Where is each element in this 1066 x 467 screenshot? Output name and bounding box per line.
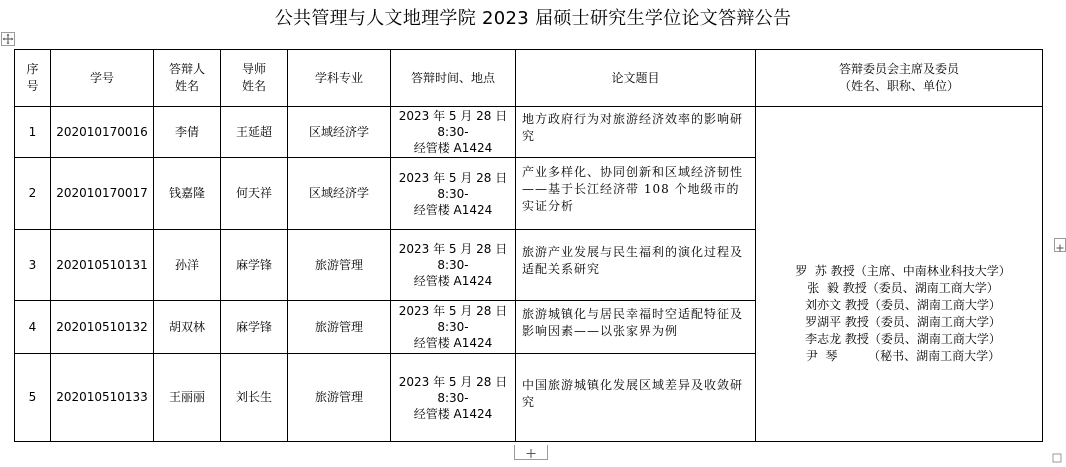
committee-member: 罗 苏 教授（主席、中南林业科技大学）: [795, 264, 1011, 278]
row-thesis: 旅游产业发展与民生福利的演化过程及适配关系研究: [516, 230, 756, 301]
row-seq: 2: [15, 158, 51, 230]
row-schedule: 2023 年 5 月 28 日 8:30- 经管楼 A1424: [391, 107, 516, 158]
row-advisor: 麻学锋: [221, 301, 288, 354]
header-student-id: 学号: [51, 50, 154, 107]
table-move-handle[interactable]: [1, 32, 15, 46]
row-name: 孙洋: [154, 230, 221, 301]
row-major: 旅游管理: [288, 301, 391, 354]
row-seq: 4: [15, 301, 51, 354]
table-row: [15, 107, 1043, 158]
committee-member: 尹 琴 （秘书、湖南工商大学）: [805, 349, 1001, 363]
committee-member: 刘亦文 教授（委员、湖南工商大学）: [805, 298, 1001, 312]
row-major: 区域经济学: [288, 107, 391, 158]
header-seq: 序 号: [15, 50, 51, 107]
row-thesis: 地方政府行为对旅游经济效率的影响研究: [516, 107, 756, 158]
page-title: 公共管理与人文地理学院 2023 届硕士研究生学位论文答辩公告: [274, 8, 792, 29]
row-seq: 5: [15, 354, 51, 442]
table-header-row: [15, 50, 1043, 107]
row-advisor: 王延超: [221, 107, 288, 158]
row-major: 旅游管理: [288, 354, 391, 442]
plus-icon: [1055, 242, 1065, 254]
row-seq: 1: [15, 107, 51, 158]
row-name: 王丽丽: [154, 354, 221, 442]
row-name: 胡双林: [154, 301, 221, 354]
row-schedule: 2023 年 5 月 28 日 8:30- 经管楼 A1424: [391, 301, 516, 354]
row-name: 钱嘉隆: [154, 158, 221, 230]
row-major: 旅游管理: [288, 230, 391, 301]
row-major: 区域经济学: [288, 158, 391, 230]
row-schedule: 2023 年 5 月 28 日 8:30- 经管楼 A1424: [391, 158, 516, 230]
table-resize-handle[interactable]: [1052, 448, 1062, 458]
add-row-button[interactable]: [514, 445, 548, 460]
header-advisor: 导师 姓名: [221, 50, 288, 107]
committee-member: 罗湖平 教授（委员、湖南工商大学）: [805, 315, 1001, 329]
header-major: 学科专业: [288, 50, 391, 107]
row-student-id: 202010510133: [51, 354, 154, 442]
header-schedule: 答辩时间、地点: [391, 50, 516, 107]
row-advisor: 麻学锋: [221, 230, 288, 301]
row-student-id: 202010510131: [51, 230, 154, 301]
row-schedule: 2023 年 5 月 28 日 8:30- 经管楼 A1424: [391, 354, 516, 442]
row-name: 李倩: [154, 107, 221, 158]
row-student-id: 202010170017: [51, 158, 154, 230]
row-thesis: 旅游城镇化与居民幸福时空适配特征及影响因素——以张家界为例: [516, 301, 756, 354]
row-advisor: 何天祥: [221, 158, 288, 230]
row-schedule: 2023 年 5 月 28 日 8:30- 经管楼 A1424: [391, 230, 516, 301]
defense-schedule-table: [14, 49, 1043, 442]
header-respondent: 答辩人 姓名: [154, 50, 221, 107]
row-student-id: 202010510132: [51, 301, 154, 354]
row-thesis: 产业多样化、协同创新和区域经济韧性——基于长江经济带 108 个地级市的实证分析: [516, 158, 756, 230]
add-column-button[interactable]: [1054, 238, 1066, 252]
row-advisor: 刘长生: [221, 354, 288, 442]
plus-icon: [515, 446, 547, 460]
committee-member: 李志龙 教授（委员、湖南工商大学）: [805, 332, 1001, 346]
row-seq: 3: [15, 230, 51, 301]
row-student-id: 202010170016: [51, 107, 154, 158]
header-thesis: 论文题目: [516, 50, 756, 107]
committee-member: 张 毅 教授（委员、湖南工商大学）: [807, 281, 999, 295]
row-thesis: 中国旅游城镇化发展区域差异及收敛研究: [516, 354, 756, 442]
header-committee: 答辩委员会主席及委员 （姓名、职称、单位）: [756, 50, 1043, 107]
committee-cell: [756, 107, 1043, 442]
move-arrows-icon: [2, 33, 14, 45]
